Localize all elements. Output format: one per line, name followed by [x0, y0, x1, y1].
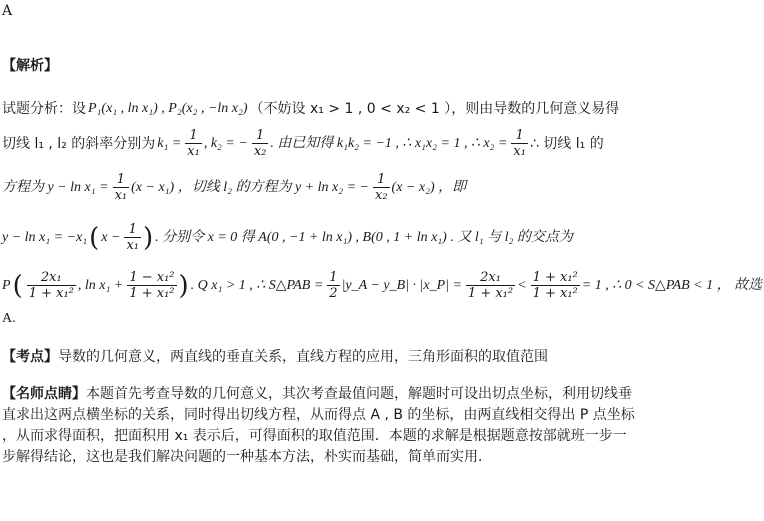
dianjing-line-3: ，从而求得面积，把面积用 x₁ 表示后，可得面积的取值范围．本题的求解是根据题意按部就班一步一: [2, 428, 627, 444]
analysis-heading: 【解析】: [2, 58, 58, 74]
tangent-l1-equation: 方程为 y − ln x₁ =: [2, 179, 109, 195]
k1-fraction: $\frac{1}{\text{x₁}}$: [187, 128, 200, 159]
dianjing-line-1: [2, 385, 632, 403]
point-P-label: P: [2, 277, 11, 293]
less-than: <: [517, 277, 527, 293]
area-fraction: $\frac{\text{2x₁}}{\text{1 + x₁²}}$: [467, 270, 514, 301]
analysis-line-3: [2, 172, 468, 203]
kaodian-line: [2, 348, 548, 366]
l2-fraction: $\frac{1}{\text{x₂}}$: [375, 172, 388, 203]
slopes-intro: 切线 l₁ , l₂ 的斜率分别为: [2, 135, 156, 152]
tangent-l1-intro: ∴ 切线 l₁ 的: [529, 135, 604, 152]
analysis-line-5: P ( $\frac{\text{2x₁}}{\text{1 + x₁²}}$ , ln x₁ + $\frac{\text{1 − x₁²}}{\text{1 + x₁²}}$ ) . Q x₁ > 1 , ∴ S△PAB = $\frac{1}{2}$ |y_A − y_B| · |x_P| = $\frac{\text{2x₁}}{\text{1 + x₁²}}$ < $\frac{\text{1 + x₁²}}{\text{1 + x₁²}}$ = 1 , ∴ 0 < S△PAB < 1 ， 故选: [2, 270, 763, 301]
points-definition: P₁(x₁ , ln x₁) , P₂(x₂ , −ln x₂): [88, 101, 248, 116]
dianjing-line-4: 步解得结论，这也是我们解决问题的一种基本方法，朴实而基础，简单而实用．: [2, 449, 492, 465]
area-formula: . Q x₁ > 1 , ∴ S△PAB =: [190, 277, 324, 293]
l1-fraction: $\frac{1}{\text{x₁}}$: [114, 172, 128, 203]
dianjing-line-2: 直求出这两点横坐标的关系，同时得出切线方程，从而得点 A , B 的坐标，由两直线相交得出 P 点坐标: [2, 407, 635, 423]
k2-fraction: $\frac{1}{\text{x₂}}$: [253, 128, 267, 159]
analysis-line-4: y − ln x₁ = −x₁ ( x − $\frac{1}{\text{x₁}}$ ) . 分别令 x = 0 得 A(0 , −1 + ln x₁) , B(0 , 1 + ln x₁) . 又 l₁ 与 l₂ 的交点为: [2, 222, 573, 253]
assumption-text: （不妨设 x₁ > 1 , 0 < x₂ < 1 ），则由导数的几何意义易得: [249, 101, 620, 117]
combined-x: x −: [101, 229, 121, 245]
half-fraction: $\frac{1}{2}$: [329, 270, 338, 301]
intercepts-text: . 分别令 x = 0 得 A(0 , −1 + ln x₁) , B(0 , 1 + ln x₁) . 又 l₁ 与 l₂ 的交点为: [155, 229, 573, 245]
answer-letter: A: [2, 3, 13, 19]
analysis-intro: 试题分析：设: [2, 101, 86, 117]
combined-equation: y − ln x₁ = −x₁: [2, 229, 88, 245]
x2-fraction: $\frac{1}{\text{x₁}}$: [513, 128, 526, 159]
area-abs: |y_A − y_B| · |x_P| =: [341, 277, 462, 293]
analysis-line-1: [2, 100, 621, 118]
k1-label: k₁ =: [157, 135, 182, 151]
P-x-fraction: $\frac{\text{2x₁}}{\text{1 + x₁²}}$: [28, 270, 74, 301]
combined-fraction: $\frac{1}{\text{x₁}}$: [126, 222, 139, 253]
dianjing-text-1: 本题首先考查导数的几何意义，其次考查最值问题，解题时可设出切点坐标，利用切线垂: [86, 386, 632, 402]
tangent-l2-equation: (x − x₁) ，切线 l₂ 的方程为 y + ln x₂ = −: [131, 179, 369, 195]
kaodian-text: 导数的几何意义，两直线的垂直关系，直线方程的应用，三角形面积的取值范围: [58, 349, 548, 365]
k2-label: , k₂ = −: [203, 135, 248, 151]
bound-fraction: $\frac{\text{1 + x₁²}}{\text{1 + x₁²}}$: [532, 270, 578, 301]
P-y-fraction: $\frac{\text{1 − x₁²}}{\text{1 + x₁²}}$: [129, 270, 175, 301]
tangent-l2-tail: (x − x₂) ，即: [391, 179, 467, 195]
analysis-line-2: [2, 128, 606, 159]
perpendicular-relation: . 由已知得 k₁k₂ = −1 , ∴ x₁x₂ = 1 , ∴ x₂ =: [270, 135, 508, 151]
kaodian-heading: 【考点】: [2, 349, 58, 365]
dianjing-heading: 【名师点睛】: [2, 386, 86, 402]
final-answer: A.: [2, 311, 16, 326]
area-conclusion: = 1 , ∴ 0 < S△PAB < 1 ， 故选: [581, 277, 763, 293]
P-y-part: , ln x₁ +: [77, 277, 124, 293]
